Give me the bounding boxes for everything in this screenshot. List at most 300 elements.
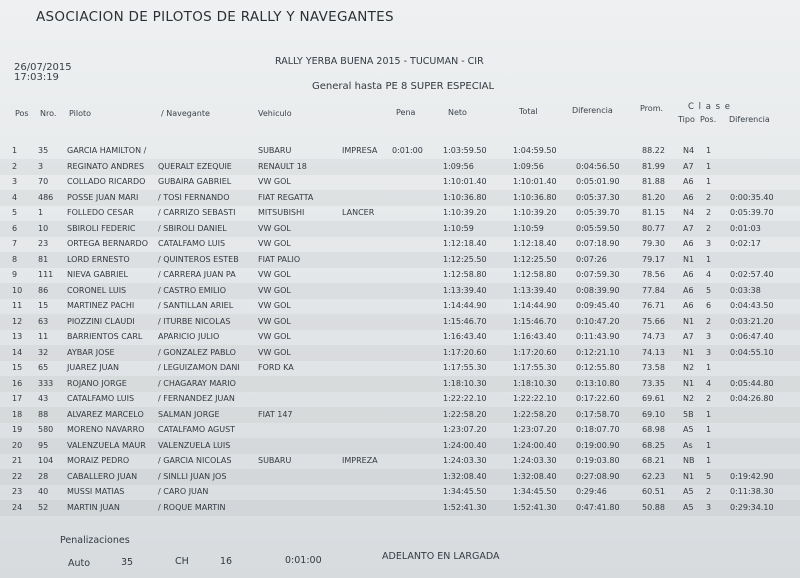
- cell-tipo: N4: [683, 208, 695, 217]
- cell-navegante: VALENZUELA LUIS: [158, 440, 231, 450]
- cell-pos: 11: [12, 301, 23, 310]
- cell-navegante: GUBAIRA GABRIEL: [158, 177, 232, 186]
- cell-cdif: 0:03:38: [730, 285, 761, 295]
- cell-pos: 9: [12, 270, 18, 279]
- table-row: [0, 314, 800, 330]
- cell-nro: 3: [38, 161, 44, 171]
- cell-modelo: LANCER: [342, 208, 375, 217]
- report-time: 17:03:19: [14, 72, 59, 83]
- table-row: [0, 174, 800, 190]
- cell-nro: 86: [38, 285, 49, 295]
- cell-pos: 13: [12, 332, 23, 341]
- cell-nro: 40: [38, 487, 49, 496]
- table-row: [0, 360, 800, 376]
- cell-nro: 70: [38, 177, 49, 186]
- table-row: [0, 484, 800, 500]
- table-row: [0, 143, 800, 159]
- cell-cdif: 0:29:34.10: [730, 502, 774, 512]
- cell-cpos: 4: [706, 378, 712, 388]
- cell-pos: 6: [12, 223, 18, 233]
- cell-neto: 1:18:10.30: [443, 378, 487, 388]
- cell-tipo: N1: [683, 378, 695, 388]
- cell-neto: 1:10:59: [443, 223, 474, 233]
- cell-dif: 0:19:03.80: [576, 456, 620, 465]
- table-row: [0, 267, 800, 283]
- cell-nro: 111: [38, 270, 54, 279]
- cell-nro: 11: [38, 332, 49, 341]
- cell-cpos: 5: [706, 471, 712, 481]
- cell-navegante: / CASTRO EMILIO: [158, 285, 227, 295]
- cell-navegante: SALMAN JORGE: [158, 409, 220, 419]
- cell-piloto: LORD ERNESTO: [67, 254, 130, 264]
- cell-cpos: 1: [706, 440, 712, 450]
- cell-pena: 0:01:00: [392, 146, 423, 155]
- col-prom: Prom.: [640, 104, 664, 113]
- table-row: [0, 407, 800, 423]
- cell-dif: 0:17:22.60: [576, 394, 620, 403]
- cell-prom: 69.10: [642, 409, 665, 419]
- cell-neto: 1:17:55.30: [443, 363, 487, 372]
- cell-piloto: AYBAR JOSE: [67, 347, 115, 357]
- cell-total: 1:22:22.10: [513, 394, 557, 403]
- cell-neto: 1:17:20.60: [443, 347, 487, 357]
- cell-modelo: IMPREZA: [342, 456, 378, 465]
- cell-neto: 1:22:58.20: [443, 409, 487, 419]
- cell-nro: 580: [38, 425, 54, 434]
- cell-marca: FORD KA: [258, 363, 294, 372]
- cell-neto: 1:10:01.40: [443, 177, 487, 186]
- col-clase: C l a s e: [688, 102, 731, 112]
- cell-total: 1:09:56: [513, 161, 544, 171]
- cell-nro: 104: [38, 456, 54, 465]
- cell-cpos: 1: [706, 409, 712, 419]
- col-clase-pos: Pos.: [700, 115, 717, 124]
- cell-tipo: A6: [683, 301, 694, 310]
- cell-dif: 0:13:10.80: [576, 378, 620, 388]
- cell-cdif: 0:01:03: [730, 223, 761, 233]
- cell-dif: 0:27:08.90: [576, 471, 620, 481]
- cell-prom: 68.21: [642, 456, 665, 465]
- penalty-auto-number: 35: [121, 557, 134, 568]
- cell-neto: 1:32:08.40: [443, 471, 487, 481]
- cell-tipo: A6: [683, 192, 694, 202]
- cell-cpos: 6: [706, 301, 712, 310]
- cell-pos: 20: [12, 440, 23, 450]
- cell-dif: 0:05:59.50: [576, 223, 620, 233]
- cell-cdif: 0:04:55.10: [730, 347, 774, 357]
- penalty-ch-number: 16: [220, 556, 233, 567]
- cell-neto: 1:22:22.10: [443, 394, 487, 403]
- cell-tipo: As: [683, 440, 693, 450]
- cell-cpos: 2: [706, 223, 712, 233]
- cell-pos: 5: [12, 208, 18, 217]
- cell-marca: RENAULT 18: [258, 161, 307, 171]
- cell-cpos: 1: [706, 363, 712, 372]
- cell-piloto: SBIROLI FEDERIC: [67, 223, 136, 233]
- cell-total: 1:04:59.50: [513, 146, 557, 155]
- cell-tipo: A6: [683, 285, 694, 295]
- cell-navegante: / ITURBE NICOLAS: [158, 316, 231, 326]
- cell-total: 1:12:18.40: [513, 239, 557, 248]
- table-row: [0, 391, 800, 407]
- cell-dif: 0:12:55.80: [576, 363, 620, 372]
- cell-marca: MITSUBISHI: [258, 208, 305, 217]
- cell-pos: 21: [12, 456, 23, 465]
- cell-total: 1:16:43.40: [513, 332, 557, 341]
- cell-total: 1:17:20.60: [513, 347, 557, 357]
- table-row: [0, 453, 800, 469]
- cell-prom: 88.22: [642, 146, 665, 155]
- cell-piloto: ROJANO JORGE: [67, 378, 127, 388]
- cell-neto: 1:12:18.40: [443, 239, 487, 248]
- cell-nro: 333: [38, 378, 54, 388]
- cell-dif: 0:12:21.10: [576, 347, 620, 357]
- cell-pos: 10: [12, 285, 23, 295]
- cell-pos: 16: [12, 378, 23, 388]
- cell-nro: 23: [38, 239, 49, 248]
- cell-pos: 4: [12, 192, 18, 202]
- col-pos: Pos: [15, 109, 29, 118]
- cell-cdif: 0:11:38.30: [730, 487, 774, 496]
- event-title: RALLY YERBA BUENA 2015 - TUCUMAN - CIR: [275, 56, 484, 67]
- cell-piloto: MORENO NAVARRO: [67, 425, 145, 434]
- col-clase-tipo: Tipo: [678, 115, 695, 124]
- cell-cpos: 3: [706, 239, 712, 248]
- cell-piloto: MARTINEZ PACHI: [67, 301, 135, 310]
- table-row: [0, 221, 800, 237]
- cell-marca: VW GOL: [258, 347, 291, 357]
- cell-piloto: CATALFAMO LUIS: [67, 394, 135, 403]
- cell-navegante: / QUINTEROS ESTEB: [158, 254, 239, 264]
- cell-nro: 15: [38, 301, 49, 310]
- cell-total: 1:32:08.40: [513, 471, 557, 481]
- cell-cpos: 2: [706, 208, 712, 217]
- table-row: [0, 376, 800, 392]
- cell-navegante: CATALFAMO AGUST: [158, 425, 236, 434]
- cell-tipo: A7: [683, 161, 694, 171]
- cell-total: 1:10:01.40: [513, 177, 557, 186]
- cell-marca: VW GOL: [258, 177, 291, 186]
- cell-modelo: IMPRESA: [342, 146, 378, 155]
- table-row: [0, 252, 800, 268]
- cell-neto: 1:23:07.20: [443, 425, 487, 434]
- cell-prom: 78.56: [642, 270, 665, 279]
- cell-neto: 1:34:45.50: [443, 487, 487, 496]
- cell-dif: 0:05:01.90: [576, 177, 620, 186]
- col-navegante: / Navegante: [161, 109, 210, 118]
- cell-piloto: BARRIENTOS CARL: [67, 332, 143, 341]
- cell-pos: 7: [12, 239, 18, 248]
- cell-cpos: 1: [706, 254, 712, 264]
- cell-prom: 81.88: [642, 177, 665, 186]
- cell-navegante: / SINLLI JUAN JOS: [158, 471, 227, 481]
- cell-pos: 14: [12, 347, 23, 357]
- cell-piloto: CABALLERO JUAN: [67, 471, 138, 481]
- cell-marca: VW GOL: [258, 316, 291, 326]
- cell-pos: 17: [12, 394, 23, 403]
- cell-pos: 19: [12, 425, 23, 434]
- cell-dif: 0:04:56.50: [576, 161, 620, 171]
- cell-navegante: / ROQUE MARTIN: [158, 502, 226, 512]
- cell-tipo: A7: [683, 332, 694, 341]
- table-row: [0, 469, 800, 485]
- penalty-ch-label: CH: [175, 556, 189, 567]
- cell-piloto: CORONEL LUIS: [67, 285, 127, 295]
- organization-title: ASOCIACION DE PILOTOS DE RALLY Y NAVEGANTES: [36, 9, 394, 25]
- cell-neto: 1:24:03.30: [443, 456, 487, 465]
- cell-neto: 1:10:39.20: [443, 208, 487, 217]
- cell-dif: 0:07:18.90: [576, 239, 620, 248]
- table-row: [0, 298, 800, 314]
- cell-cdif: 0:05:39.70: [730, 208, 774, 217]
- cell-dif: 0:05:39.70: [576, 208, 620, 217]
- cell-total: 1:15:46.70: [513, 316, 557, 326]
- cell-piloto: ORTEGA BERNARDO: [67, 239, 149, 248]
- cell-prom: 81.15: [642, 208, 665, 217]
- cell-nro: 52: [38, 502, 49, 512]
- cell-tipo: A7: [683, 223, 694, 233]
- cell-tipo: N1: [683, 471, 695, 481]
- table-row: [0, 329, 800, 345]
- cell-total: 1:13:39.40: [513, 285, 557, 295]
- cell-neto: 1:09:56: [443, 161, 474, 171]
- cell-piloto: COLLADO RICARDO: [67, 177, 146, 186]
- cell-dif: 0:18:07.70: [576, 425, 620, 434]
- cell-navegante: / CARRERA JUAN PA: [158, 270, 236, 279]
- cell-tipo: NB: [683, 456, 695, 465]
- col-vehiculo: Vehiculo: [258, 109, 292, 118]
- cell-navegante: / LEGUIZAMON DANI: [158, 363, 240, 372]
- cell-neto: 1:14:44.90: [443, 301, 487, 310]
- cell-nro: 81: [38, 254, 49, 264]
- table-row: [0, 500, 800, 516]
- cell-dif: 0:09:45.40: [576, 301, 620, 310]
- cell-tipo: N2: [683, 363, 695, 372]
- cell-piloto: POSSE JUAN MARI: [67, 192, 139, 202]
- cell-piloto: MORAIZ PEDRO: [67, 456, 130, 465]
- col-diferencia: Diferencia: [572, 106, 613, 115]
- cell-prom: 68.25: [642, 440, 665, 450]
- cell-nro: 32: [38, 347, 49, 357]
- cell-cpos: 1: [706, 161, 712, 171]
- cell-piloto: REGINATO ANDRES: [67, 161, 145, 171]
- cell-dif: 0:08:39.90: [576, 285, 620, 295]
- cell-tipo: N1: [683, 254, 695, 264]
- cell-total: 1:17:55.30: [513, 363, 557, 372]
- cell-cpos: 2: [706, 192, 712, 202]
- cell-prom: 73.35: [642, 378, 665, 388]
- cell-prom: 79.17: [642, 254, 665, 264]
- cell-tipo: A6: [683, 270, 694, 279]
- cell-navegante: / SANTILLAN ARIEL: [158, 301, 234, 310]
- cell-neto: 1:16:43.40: [443, 332, 487, 341]
- cell-total: 1:24:00.40: [513, 440, 557, 450]
- cell-pos: 8: [12, 254, 18, 264]
- cell-prom: 77.84: [642, 285, 665, 295]
- cell-navegante: / GARCIA NICOLAS: [158, 456, 232, 465]
- cell-nro: 1: [38, 208, 44, 217]
- cell-prom: 62.23: [642, 471, 665, 481]
- cell-prom: 81.99: [642, 161, 665, 171]
- cell-cpos: 1: [706, 456, 712, 465]
- cell-dif: 0:10:47.20: [576, 316, 620, 326]
- cell-navegante: / SBIROLI DANIEL: [158, 223, 227, 233]
- cell-pos: 3: [12, 177, 18, 186]
- cell-prom: 76.71: [642, 301, 665, 310]
- cell-dif: 0:47:41.80: [576, 502, 620, 512]
- cell-neto: 1:10:36.80: [443, 192, 487, 202]
- cell-pos: 2: [12, 161, 18, 171]
- cell-marca: VW GOL: [258, 285, 291, 295]
- cell-dif: 0:19:00.90: [576, 440, 620, 450]
- cell-cpos: 4: [706, 270, 712, 279]
- cell-tipo: A6: [683, 239, 694, 248]
- cell-tipo: N4: [683, 146, 695, 155]
- cell-marca: VW GOL: [258, 223, 291, 233]
- cell-neto: 1:13:39.40: [443, 285, 487, 295]
- cell-nro: 28: [38, 471, 49, 481]
- cell-prom: 60.51: [642, 487, 665, 496]
- report-date: 26/07/2015: [14, 62, 72, 73]
- cell-cpos: 3: [706, 502, 712, 512]
- cell-dif: 0:07:59.30: [576, 270, 620, 279]
- cell-neto: 1:03:59.50: [443, 146, 487, 155]
- penalty-time: 0:01:00: [285, 555, 322, 566]
- cell-nro: 486: [38, 192, 54, 202]
- col-nro: Nro.: [40, 109, 57, 118]
- col-pena: Pena: [396, 108, 416, 117]
- cell-total: 1:23:07.20: [513, 425, 557, 434]
- cell-piloto: ALVAREZ MARCELO: [67, 409, 144, 419]
- cell-total: 1:18:10.30: [513, 378, 557, 388]
- cell-dif: 0:29:46: [576, 487, 607, 496]
- table-row: [0, 190, 800, 206]
- cell-prom: 79.30: [642, 239, 665, 248]
- table-row: [0, 422, 800, 438]
- table-row: [0, 205, 800, 221]
- cell-tipo: A5: [683, 487, 694, 496]
- cell-cpos: 5: [706, 285, 712, 295]
- cell-neto: 1:15:46.70: [443, 316, 487, 326]
- cell-marca: FIAT 147: [258, 409, 293, 419]
- cell-cdif: 0:02:57.40: [730, 270, 774, 279]
- cell-neto: 1:12:25.50: [443, 254, 487, 264]
- cell-total: 1:22:58.20: [513, 409, 557, 419]
- cell-navegante: CATALFAMO LUIS: [158, 239, 226, 248]
- col-total: Total: [519, 107, 538, 116]
- cell-piloto: MARTIN JUAN: [67, 502, 120, 512]
- cell-cdif: 0:02:17: [730, 239, 761, 248]
- table-row: [0, 345, 800, 361]
- penalties-title: Penalizaciones: [60, 535, 130, 546]
- cell-cpos: 1: [706, 425, 712, 434]
- cell-pos: 18: [12, 409, 23, 419]
- cell-navegante: / CARRIZO SEBASTI: [158, 208, 236, 217]
- cell-total: 1:34:45.50: [513, 487, 557, 496]
- cell-nro: 63: [38, 316, 49, 326]
- penalty-reason: ADELANTO EN LARGADA: [382, 551, 500, 562]
- cell-cpos: 1: [706, 177, 712, 186]
- cell-navegante: APARICIO JULIO: [158, 332, 220, 341]
- cell-total: 1:24:03.30: [513, 456, 557, 465]
- cell-marca: VW GOL: [258, 270, 291, 279]
- cell-nro: 35: [38, 146, 49, 155]
- cell-nro: 95: [38, 440, 49, 450]
- cell-marca: FIAT REGATTA: [258, 192, 314, 202]
- cell-dif: 0:17:58.70: [576, 409, 620, 419]
- cell-navegante: / TOSI FERNANDO: [158, 192, 230, 202]
- cell-tipo: A6: [683, 177, 694, 186]
- cell-piloto: NIEVA GABRIEL: [67, 270, 128, 279]
- cell-piloto: PIOZZINI CLAUDI: [67, 316, 135, 326]
- cell-pos: 12: [12, 316, 23, 326]
- table-row: [0, 159, 800, 175]
- cell-pos: 15: [12, 363, 23, 372]
- cell-cpos: 2: [706, 316, 712, 326]
- stage-title: General hasta PE 8 SUPER ESPECIAL: [312, 81, 495, 92]
- cell-navegante: / GONZALEZ PABLO: [158, 347, 236, 357]
- cell-total: 1:10:59: [513, 223, 544, 233]
- cell-total: 1:10:39.20: [513, 208, 557, 217]
- cell-piloto: JUAREZ JUAN: [67, 363, 119, 372]
- cell-cdif: 0:04:26.80: [730, 394, 774, 403]
- cell-marca: VW GOL: [258, 301, 291, 310]
- cell-marca: FIAT PALIO: [258, 254, 301, 264]
- cell-prom: 81.20: [642, 192, 665, 202]
- cell-navegante: / FERNANDEZ JUAN: [158, 394, 235, 403]
- cell-total: 1:14:44.90: [513, 301, 557, 310]
- cell-cpos: 2: [706, 487, 712, 496]
- cell-dif: 0:07:26: [576, 254, 607, 264]
- cell-dif: 0:11:43.90: [576, 332, 620, 341]
- cell-neto: 1:12:58.80: [443, 270, 487, 279]
- cell-nro: 10: [38, 223, 49, 233]
- col-piloto: Piloto: [69, 109, 92, 118]
- cell-cdif: 0:03:21.20: [730, 316, 774, 326]
- cell-prom: 75.66: [642, 316, 665, 326]
- cell-tipo: A5: [683, 502, 694, 512]
- cell-piloto: MUSSI MATIAS: [67, 487, 125, 496]
- cell-tipo: N2: [683, 394, 695, 403]
- col-neto: Neto: [448, 108, 467, 117]
- cell-cpos: 2: [706, 394, 712, 403]
- cell-tipo: N1: [683, 316, 695, 326]
- cell-neto: 1:52:41.30: [443, 502, 487, 512]
- cell-tipo: 5B: [683, 409, 694, 419]
- cell-cdif: 0:06:47.40: [730, 332, 774, 341]
- cell-neto: 1:24:00.40: [443, 440, 487, 450]
- cell-prom: 74.13: [642, 347, 665, 357]
- cell-cdif: 0:05:44.80: [730, 378, 774, 388]
- cell-cpos: 3: [706, 332, 712, 341]
- penalty-auto-label: Auto: [68, 558, 91, 569]
- cell-cdif: 0:19:42.90: [730, 471, 774, 481]
- cell-prom: 68.98: [642, 425, 665, 434]
- cell-marca: SUBARU: [258, 146, 292, 155]
- cell-cdif: 0:04:43.50: [730, 301, 774, 310]
- col-clase-diferencia: Diferencia: [729, 115, 770, 124]
- cell-cpos: 1: [706, 146, 712, 155]
- cell-total: 1:10:36.80: [513, 192, 557, 202]
- cell-cpos: 3: [706, 347, 712, 357]
- cell-tipo: A5: [683, 425, 694, 434]
- cell-prom: 50.88: [642, 502, 665, 512]
- cell-nro: 65: [38, 363, 49, 372]
- cell-navegante: / CARO JUAN: [158, 487, 209, 496]
- cell-total: 1:12:25.50: [513, 254, 557, 264]
- cell-piloto: FOLLEDO CESAR: [67, 208, 134, 217]
- cell-pos: 23: [12, 487, 23, 496]
